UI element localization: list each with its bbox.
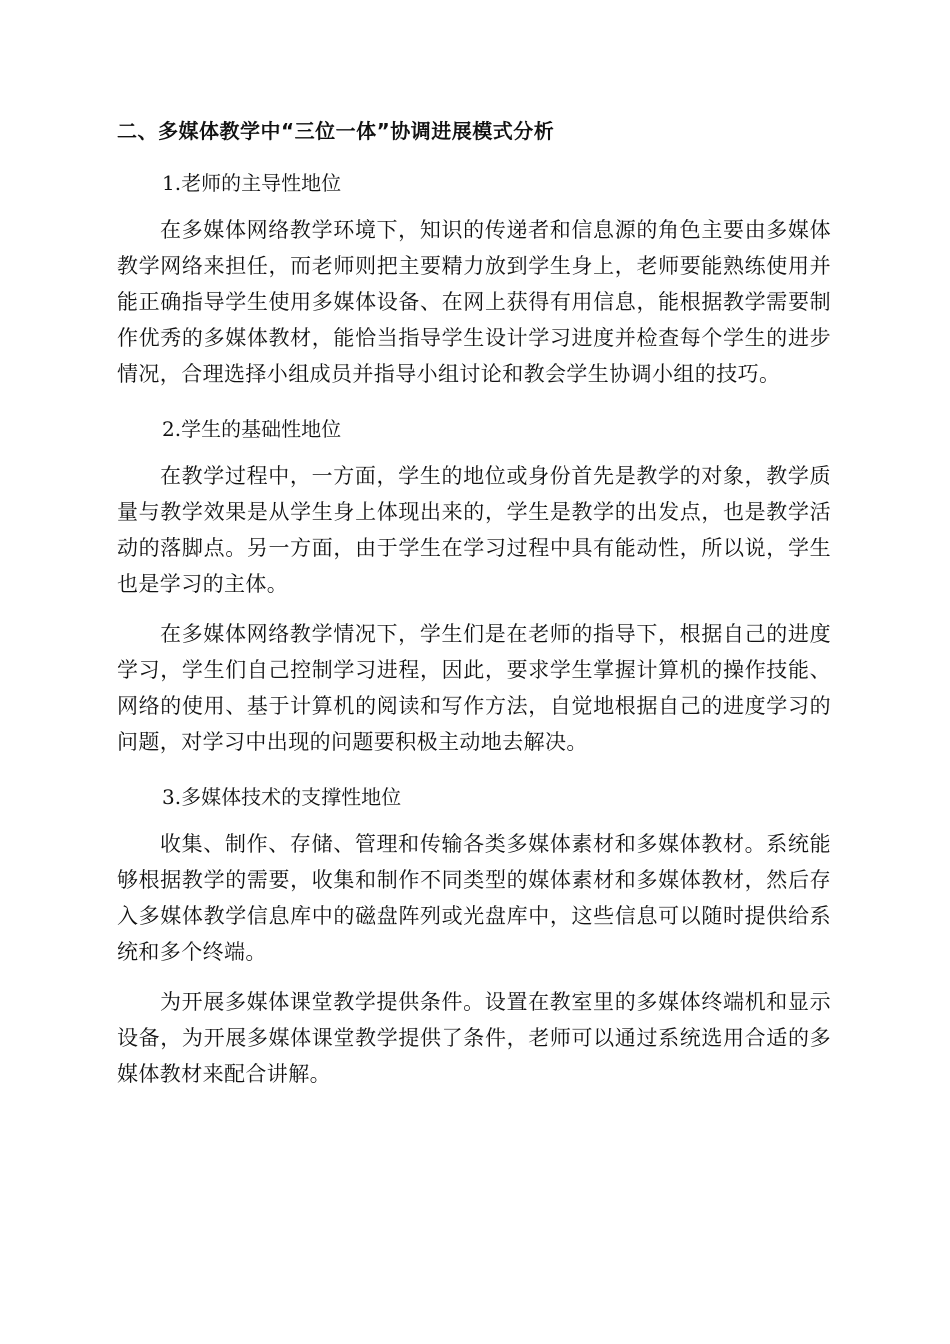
paragraph-2-1: 在教学过程中，一方面，学生的地位或身份首先是教学的对象，教学质量与教学效果是从学生身上体现出来的，学生是教学的出发点，也是教学活动的落脚点。另一方面，由于学生在学习过程中具有能动性，所以说，学生也是学习的主体。 [117, 464, 831, 596]
document-body [117, 108, 831, 1092]
paragraph-3-1: 收集、制作、存储、管理和传输各类多媒体素材和多媒体教材。系统能够根据教学的需要，收集和制作不同类型的媒体素材和多媒体教材，然后存入多媒体教学信息库中的磁盘阵列或光盘库中，这些信息可以随时提供给系统和多个终端。 [117, 832, 831, 964]
subsection-heading-3: 3.多媒体技术的支撑性地位 [162, 785, 402, 809]
section-title: 二、多媒体教学中“三位一体”协调进展模式分析 [117, 119, 555, 143]
paragraph-1-1: 在多媒体网络教学环境下，知识的传递者和信息源的角色主要由多媒体教学网络来担任，而老师则把主要精力放到学生身上，老师要能熟练使用并能正确指导学生使用多媒体设备、在网上获得有用信息，能根据教学需要制作优秀的多媒体教材，能恰当指导学生设计学习进度并检查每个学生的进步情况，合理选择小组成员并指导小组讨论和教会学生协调小组的技巧。 [117, 218, 831, 386]
paragraph-3-2: 为开展多媒体课堂教学提供条件。设置在教室里的多媒体终端机和显示设备，为开展多媒体课堂教学提供了条件，老师可以通过系统选用合适的多媒体教材来配合讲解。 [117, 990, 831, 1086]
subsection-heading-2: 2.学生的基础性地位 [162, 417, 342, 441]
paragraph-2-2: 在多媒体网络教学情况下，学生们是在老师的指导下，根据自己的进度学习，学生们自己控制学习进程，因此，要求学生掌握计算机的操作技能、网络的使用、基于计算机的阅读和写作方法，自觉地根据自己的进度学习的问题，对学习中出现的问题要积极主动地去解决。 [117, 622, 831, 754]
subsection-heading-1: 1.老师的主导性地位 [162, 171, 342, 195]
